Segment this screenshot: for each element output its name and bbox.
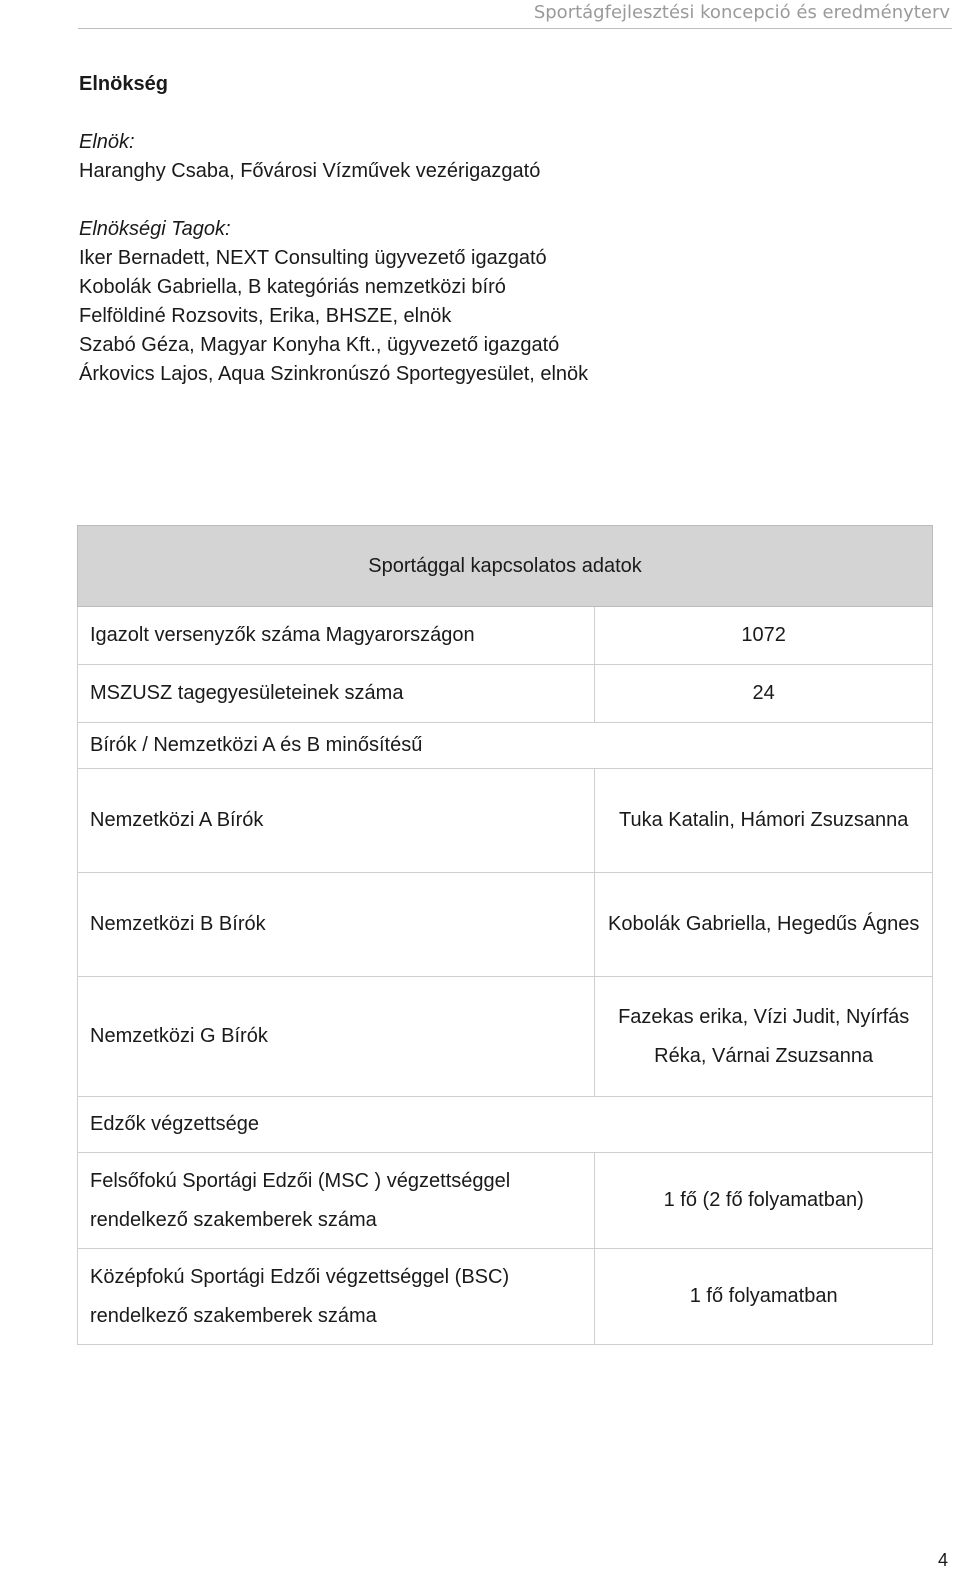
judges-section-label: Bírók / Nemzetközi A és B minősítésű bbox=[78, 723, 933, 769]
president-block bbox=[79, 128, 939, 186]
member-item: Iker Bernadett, NEXT Consulting ügyvezető igazgató bbox=[79, 247, 547, 269]
president-name: Haranghy Csaba, Fővárosi Vízművek vezérigazgató bbox=[79, 160, 541, 182]
table-row bbox=[78, 977, 933, 1097]
coaches-section-label: Edzők végzettsége bbox=[78, 1097, 933, 1153]
coach-qualification: Középfokú Sportági Edzői végzettséggel (BSC) rendelkező szakemberek száma bbox=[78, 1249, 595, 1345]
sport-data-table bbox=[77, 525, 933, 1345]
members-block bbox=[79, 215, 939, 389]
section-title: Elnökség bbox=[79, 73, 168, 95]
judge-category: Nemzetközi G Bírók bbox=[78, 977, 595, 1097]
page-number: 4 bbox=[937, 1550, 948, 1570]
member-item: Felföldiné Rozsovits, Erika, BHSZE, elnök bbox=[79, 305, 452, 327]
judge-names: Kobolák Gabriella, Hegedűs Ágnes bbox=[595, 873, 933, 977]
coach-count: 1 fő folyamatban bbox=[595, 1249, 933, 1345]
coach-count: 1 fő (2 fő folyamatban) bbox=[595, 1153, 933, 1249]
members-label: Elnökségi Tagok: bbox=[79, 218, 231, 240]
athletes-label: Igazolt versenyzők száma Magyarországon bbox=[78, 607, 595, 665]
table-section-row bbox=[78, 1097, 933, 1153]
judge-category: Nemzetközi A Bírók bbox=[78, 769, 595, 873]
president-label: Elnök: bbox=[79, 131, 135, 153]
member-item: Árkovics Lajos, Aqua Szinkronúszó Sportegyesület, elnök bbox=[79, 363, 589, 385]
table-row bbox=[78, 1249, 933, 1345]
table-row bbox=[78, 769, 933, 873]
board-section bbox=[79, 70, 939, 418]
member-item: Szabó Géza, Magyar Konyha Kft., ügyvezető igazgató bbox=[79, 334, 560, 356]
table-row bbox=[78, 873, 933, 977]
table-row bbox=[78, 665, 933, 723]
clubs-value: 24 bbox=[595, 665, 933, 723]
member-item: Kobolák Gabriella, B kategóriás nemzetközi bíró bbox=[79, 276, 506, 298]
table-row bbox=[78, 607, 933, 665]
coach-qualification: Felsőfokú Sportági Edzői (MSC ) végzettséggel rendelkező szakemberek száma bbox=[78, 1153, 595, 1249]
clubs-label: MSZUSZ tagegyesületeinek száma bbox=[78, 665, 595, 723]
judge-names: Tuka Katalin, Hámori Zsuzsanna bbox=[595, 769, 933, 873]
header-divider bbox=[78, 28, 952, 29]
table-heading: Sportággal kapcsolatos adatok bbox=[78, 526, 933, 607]
judge-names: Fazekas erika, Vízi Judit, Nyírfás Réka, Várnai Zsuzsanna bbox=[595, 977, 933, 1097]
table-heading-row bbox=[78, 526, 933, 607]
running-header: Sportágfejlesztési koncepció és eredményterv bbox=[533, 2, 950, 23]
table-row bbox=[78, 1153, 933, 1249]
table-section-row bbox=[78, 723, 933, 769]
judge-category: Nemzetközi B Bírók bbox=[78, 873, 595, 977]
athletes-value: 1072 bbox=[595, 607, 933, 665]
